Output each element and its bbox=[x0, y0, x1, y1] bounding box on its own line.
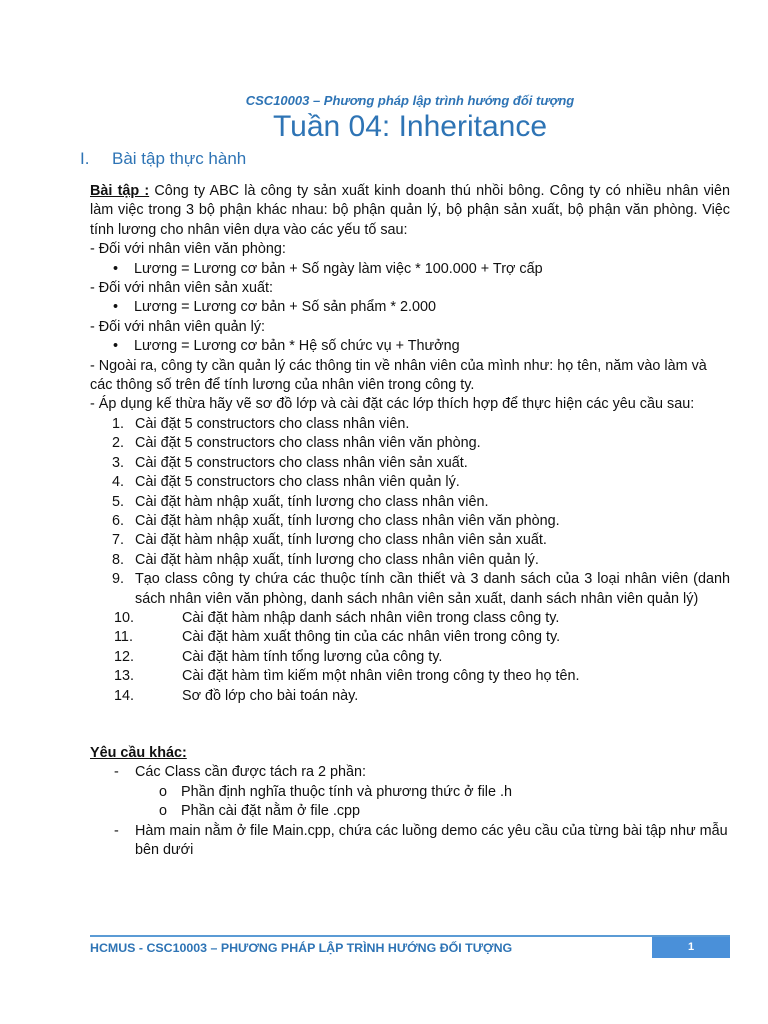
formula-text: Lương = Lương cơ bản + Số sản phẩm * 2.000 bbox=[134, 299, 437, 316]
bullet-icon: • bbox=[113, 299, 119, 316]
group-heading-management: - Đối với nhân viên quản lý: bbox=[90, 318, 266, 335]
task-text: Tạo class công ty chứa các thuộc tính cần thiết và 3 danh sách của 3 loại nhân viên (danh sách nhân viên văn phòng, danh sách nhân viên sản xuất, danh sách nhân viên quản lý) bbox=[135, 571, 730, 607]
requirement-item bbox=[90, 822, 730, 861]
page-number-badge: 1 bbox=[652, 937, 730, 958]
dash-marker: - bbox=[114, 822, 119, 839]
footer-divider bbox=[90, 935, 730, 937]
requirement-subitem bbox=[90, 783, 730, 802]
task-number: 1. bbox=[112, 415, 125, 432]
task-text: Sơ đồ lớp cho bài toán này. bbox=[182, 687, 359, 704]
requirement-item bbox=[90, 763, 730, 782]
task-number: 2. bbox=[112, 435, 125, 452]
bullet-icon: • bbox=[113, 260, 119, 277]
requirement-subitem bbox=[90, 802, 730, 821]
list-item bbox=[90, 648, 730, 667]
list-item bbox=[90, 415, 730, 434]
list-item bbox=[90, 473, 730, 492]
task-text: Cài đặt 5 constructors cho class nhân viên. bbox=[135, 415, 410, 432]
bullet-icon: • bbox=[113, 338, 119, 355]
note-inheritance: - Áp dụng kế thừa hãy vẽ sơ đồ lớp và cài đặt các lớp thích hợp để thực hiện các yêu cầu sau: bbox=[90, 396, 695, 413]
task-number: 14. bbox=[114, 687, 135, 704]
requirement-subtext: Phần định nghĩa thuộc tính và phương thức ở file .h bbox=[181, 783, 512, 800]
formula-production bbox=[90, 298, 730, 317]
list-item bbox=[90, 454, 730, 473]
task-number: 11. bbox=[114, 629, 133, 646]
circle-bullet-icon: o bbox=[159, 783, 168, 800]
page-title: Tuần 04: Inheritance bbox=[272, 110, 548, 143]
group-heading-production: - Đối với nhân viên sản xuất: bbox=[90, 280, 274, 297]
requirement-text: Hàm main nằm ở file Main.cpp, chứa các luồng demo các yêu cầu của từng bài tập như mẫu bên dưới bbox=[135, 822, 728, 858]
task-text: Cài đặt hàm nhập xuất, tính lương cho class nhân viên. bbox=[135, 493, 489, 510]
section-title: Bài tập thực hành bbox=[112, 149, 247, 168]
footer-text: HCMUS - CSC10003 – PHƯƠNG PHÁP LẬP TRÌNH HƯỚNG ĐỐI TƯỢNG bbox=[90, 941, 513, 955]
exercise-intro-text: Công ty ABC là công ty sản xuất kinh doanh thú nhồi bông. Công ty có nhiều nhân viên làm việc trong 3 bộ phận khác nhau: bộ phận quản lý, bộ phận sản xuất, bộ phận văn phòng. Việc tính lương cho nhân viên dựa vào các yếu tố sau: bbox=[90, 183, 730, 238]
task-text: Cài đặt 5 constructors cho class nhân viên sản xuất. bbox=[135, 454, 468, 471]
requirement-text: Các Class cần được tách ra 2 phần: bbox=[135, 764, 367, 781]
document-body bbox=[90, 182, 730, 860]
formula-office bbox=[90, 260, 730, 279]
task-number: 12. bbox=[114, 648, 135, 665]
task-text: Cài đặt 5 constructors cho class nhân viên quản lý. bbox=[135, 474, 460, 491]
task-text: Cài đặt hàm nhập xuất, tính lương cho class nhân viên sản xuất. bbox=[135, 532, 547, 549]
formula-management bbox=[90, 337, 730, 356]
spacer bbox=[90, 706, 730, 744]
exercise-label: Bài tập : bbox=[90, 183, 150, 199]
task-number: 3. bbox=[112, 454, 125, 471]
task-list bbox=[90, 415, 730, 706]
list-item bbox=[90, 609, 730, 628]
task-number: 6. bbox=[112, 512, 125, 529]
task-number: 10. bbox=[114, 609, 135, 626]
list-item bbox=[90, 667, 730, 686]
list-item bbox=[90, 551, 730, 570]
formula-text: Lương = Lương cơ bản + Số ngày làm việc * 100.000 + Trợ cấp bbox=[134, 260, 543, 277]
task-text: Cài đặt hàm tính tổng lương của công ty. bbox=[182, 648, 443, 665]
list-item bbox=[90, 687, 730, 706]
requirement-subtext: Phần cài đặt nằm ở file .cpp bbox=[181, 803, 361, 820]
other-requirements-heading: Yêu cầu khác: bbox=[90, 744, 187, 761]
task-text: Cài đặt hàm nhập danh sách nhân viên trong class công ty. bbox=[182, 609, 560, 626]
note-employee-info: - Ngoài ra, công ty cần quản lý các thông tin về nhân viên của mình như: họ tên, năm vào làm và bbox=[90, 357, 707, 374]
formula-text: Lương = Lương cơ bản * Hệ số chức vụ + Thưởng bbox=[134, 338, 460, 355]
dash-marker: - bbox=[114, 764, 119, 781]
list-item bbox=[90, 493, 730, 512]
task-number: 8. bbox=[112, 551, 125, 568]
task-text: Cài đặt hàm nhập xuất, tính lương cho class nhân viên quản lý. bbox=[135, 551, 539, 568]
exercise-intro bbox=[90, 182, 730, 240]
note-employee-info-cont: các thông số trên để tính lương của nhân viên trong công ty. bbox=[90, 377, 475, 394]
task-number: 5. bbox=[112, 493, 125, 510]
section-heading bbox=[80, 149, 246, 169]
task-text: Cài đặt hàm xuất thông tin của các nhân viên trong công ty. bbox=[182, 629, 561, 646]
circle-bullet-icon: o bbox=[159, 803, 168, 820]
list-item bbox=[90, 570, 730, 609]
group-heading-office: - Đối với nhân viên văn phòng: bbox=[90, 241, 286, 258]
task-text: Cài đặt 5 constructors cho class nhân viên văn phòng. bbox=[135, 435, 481, 452]
task-number: 9. bbox=[112, 571, 125, 588]
list-item bbox=[90, 512, 730, 531]
task-text: Cài đặt hàm nhập xuất, tính lương cho class nhân viên văn phòng. bbox=[135, 512, 560, 529]
task-number: 13. bbox=[114, 668, 135, 685]
task-number: 4. bbox=[112, 474, 125, 491]
task-number: 7. bbox=[112, 532, 125, 549]
list-item bbox=[90, 434, 730, 453]
section-number: I. bbox=[80, 149, 90, 168]
task-text: Cài đặt hàm tìm kiếm một nhân viên trong công ty theo họ tên. bbox=[182, 668, 580, 685]
list-item bbox=[90, 628, 730, 647]
course-header: CSC10003 – Phương pháp lập trình hướng đối tượng bbox=[245, 93, 575, 108]
list-item bbox=[90, 531, 730, 550]
